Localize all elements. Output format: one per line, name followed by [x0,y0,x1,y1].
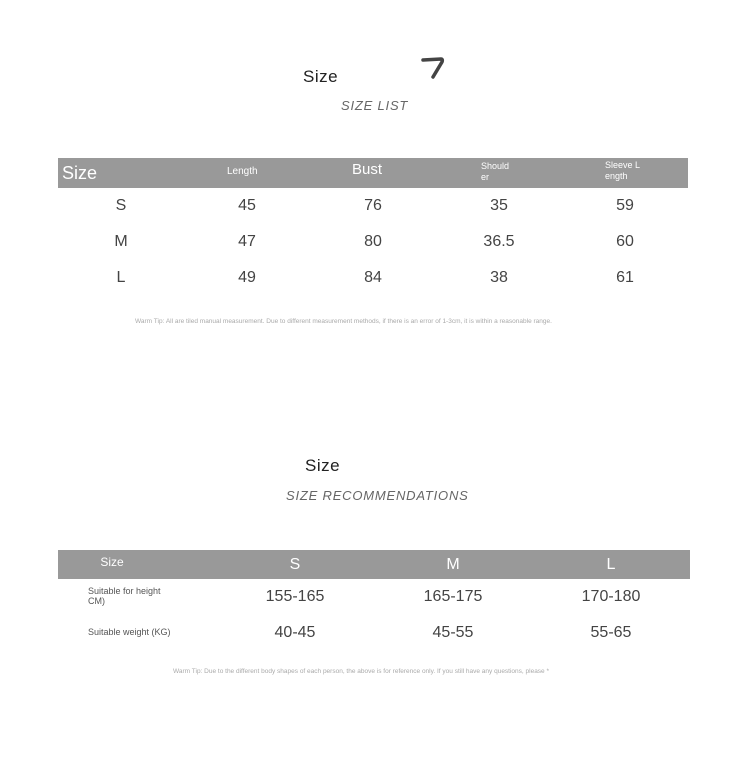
header-shoulder [481,161,509,183]
cell-size: S [115,197,127,214]
header-shoulder-line1: Should [481,161,510,171]
decorative-hook-icon [421,57,445,79]
table-row [58,260,688,296]
header-length: Length [227,166,258,177]
header-m: M [446,556,460,573]
cell-shoulder: 38 [490,269,508,286]
cell-sleeve: 59 [616,197,634,214]
cell-length: 47 [238,233,256,250]
header-l: L [606,556,616,573]
row-label-height-line1: Suitable for height [88,586,161,596]
size-table-header [58,158,688,188]
cell-m: 165-175 [423,588,483,605]
table-row [58,188,688,224]
cell-length: 49 [238,269,256,286]
cell-bust: 76 [364,197,382,214]
header-bust: Bust [352,161,383,178]
table-row [58,579,690,615]
row-label-weight: Suitable weight (KG) [88,627,171,637]
size-list-title: Size [303,67,339,86]
cell-sleeve: 60 [616,233,634,250]
size-list-subtitle: SIZE LIST [341,98,409,113]
cell-l: 55-65 [590,624,632,641]
row-label-height-line2: CM) [88,596,105,606]
cell-bust: 80 [364,233,382,250]
cell-shoulder: 35 [490,197,508,214]
table-row [58,615,690,651]
header-sleeve-line2: ength [605,171,628,181]
cell-l: 170-180 [581,588,641,605]
cell-s: 40-45 [274,624,316,641]
header-sleeve [605,160,640,182]
cell-shoulder: 36.5 [483,233,515,250]
cell-size: L [116,269,126,286]
row-label-height [88,586,198,606]
header-sleeve-line1: Sleeve L [605,160,641,170]
cell-m: 45-55 [432,624,474,641]
cell-sleeve: 61 [616,269,634,286]
header-s: S [289,556,301,573]
recommendation-table-header [58,550,690,579]
cell-size: M [114,233,128,250]
header-shoulder-line2: er [481,172,490,182]
recommendations-title: Size [305,456,341,475]
cell-s: 155-165 [265,588,325,605]
table-row [58,224,688,260]
recommendations-subtitle: SIZE RECOMMENDATIONS [286,488,469,503]
measurement-tip: Warm Tip: All are tiled manual measurement. Due to different measurement methods, if there is an error of 1-3cm, it is within a reasonable range. [135,318,552,325]
cell-length: 45 [238,197,256,214]
cell-bust: 84 [364,269,382,286]
header-size: Size [62,163,98,183]
header-size: Size [100,555,124,569]
reference-tip: Warm Tip: Due to the different body shapes of each person, the above is for reference only. If you still have any questions, please * [173,668,550,675]
